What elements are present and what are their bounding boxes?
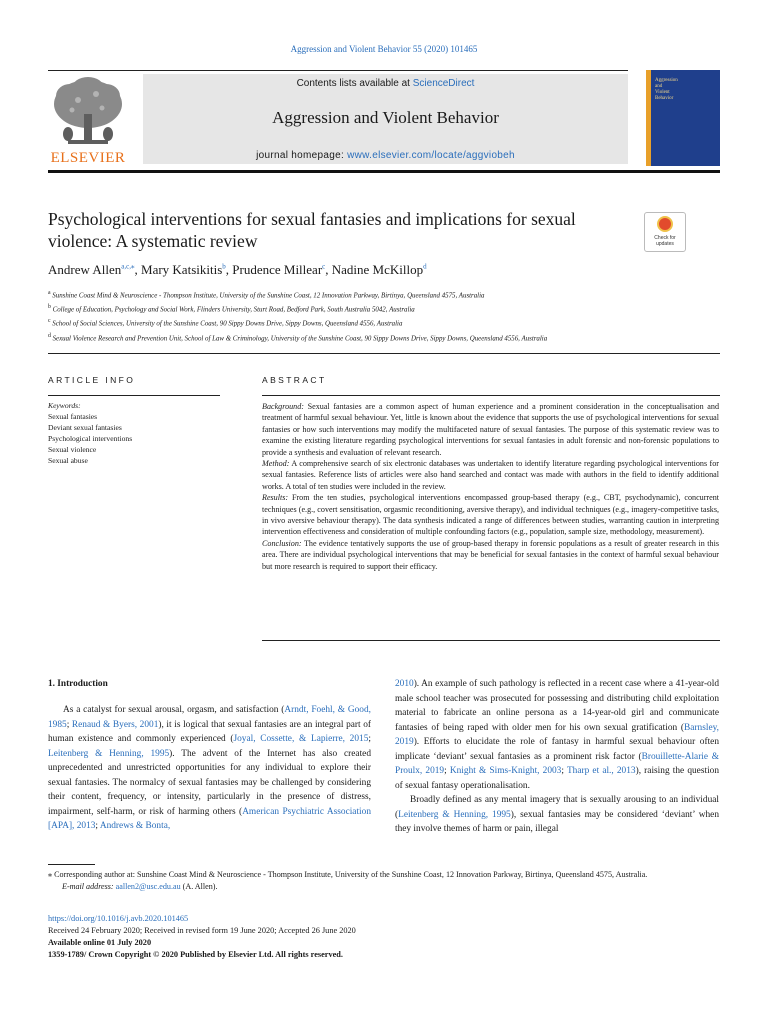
body-paragraph <box>395 793 719 837</box>
check-updates-badge-icon <box>657 216 673 232</box>
abstract-section <box>262 458 719 492</box>
homepage-prefix: journal homepage: <box>256 150 348 161</box>
copyright-line: 1359-1789/ Crown Copyright © 2020 Published by Elsevier Ltd. All rights reserved. <box>48 949 343 959</box>
email-line <box>48 881 720 893</box>
article-metadata <box>48 913 720 961</box>
author-name: Mary Katsikitis <box>141 262 223 277</box>
abstract-section-text: A comprehensive search of six electronic databases was undertaken to identify literature regarding psychological interventions for sexual fantasies. Reference lists of articles were also hand searched and contact was made with authors in the field to identify additional works. A total of ten studies were included in the review. <box>262 459 719 491</box>
citation-link[interactable]: Leitenberg & Henning, 1995 <box>48 748 170 759</box>
body-text: ). Efforts to elucidate the role of fantasy in harmful sexual behaviour often implicate ‘deviant’ sexual fantasies as a prominent risk factor ( <box>395 737 719 762</box>
body-text: Broadly defined as any mental imagery that is sexually arousing to an individual ( <box>395 795 719 820</box>
article-info-rule <box>48 395 220 396</box>
cover-title-line: Aggression <box>655 78 678 83</box>
keyword-item: Sexual fantasies <box>48 411 98 421</box>
abstract-bottom-rule <box>262 640 720 641</box>
keyword-item: Psychological interventions <box>48 433 133 443</box>
citation-link[interactable]: Andrews & Bonta, <box>99 821 171 831</box>
abstract-section <box>262 401 719 458</box>
journal-homepage-line <box>143 150 628 161</box>
body-paragraph <box>395 677 719 793</box>
email-label: E-mail address: <box>62 881 116 891</box>
check-updates-line: updates <box>656 241 674 247</box>
affiliation-text: Sexual Violence Research and Prevention Unit, School of Law & Criminology, University of the Sunshine Coast, 90 Sippy Downs Drive, Sippy Downs, Queensland 4556, Australia <box>52 334 548 342</box>
citation-link[interactable]: 2010 <box>395 679 414 689</box>
citation-link[interactable]: Tharp et al., 2013 <box>566 766 636 776</box>
doi-link[interactable]: https://doi.org/10.1016/j.avb.2020.101465 <box>48 914 189 923</box>
affiliation-text: Sunshine Coast Mind & Neuroscience - Thompson Institute, University of the Sunshine Coast, 12 Innovation Parkway, Birtinya, Queensland 4575, Australia <box>52 292 485 300</box>
sciencedirect-link[interactable]: ScienceDirect <box>412 78 475 89</box>
citation-link[interactable]: Renaud & Byers, 2001 <box>71 719 159 730</box>
author-affiliation-marker[interactable]: a,c,⁎ <box>121 262 135 271</box>
affiliation-text: College of Education, Psychology and Social Work, Flinders University, Sturt Road, Bedford Park, South Australia 5042, Australia <box>52 306 415 314</box>
affiliation-label: b <box>48 304 51 311</box>
citation-link[interactable]: Leitenberg & Henning, 1995 <box>398 809 511 820</box>
abstract-section-label: Conclusion: <box>262 538 302 548</box>
body-text: As a catalyst for sexual arousal, orgasm, and satisfaction ( <box>63 705 285 715</box>
abstract-section-label: Method: <box>262 459 290 469</box>
cover-stripe <box>646 70 651 166</box>
email-link[interactable]: aallen2@usc.edu.au <box>115 881 181 891</box>
article-title: Psychological interventions for sexual fantasies and implications for sexual violence: A systematic review <box>48 209 576 251</box>
corresponding-footnote <box>48 869 720 892</box>
affiliation-item <box>48 316 668 330</box>
received-dates: Received 24 February 2020; Received in revised form 19 June 2020; Accepted 26 June 2020 <box>48 925 356 935</box>
abstract-section <box>262 492 719 538</box>
abstract-rule <box>262 395 720 396</box>
cover-title-line: Behavior <box>655 96 674 101</box>
section-divider <box>48 353 720 354</box>
citation-link[interactable]: Barnsley, 2019 <box>395 722 719 747</box>
author-separator: , <box>134 262 142 277</box>
available-online: Available online 01 July 2020 <box>48 937 152 947</box>
author-affiliation-marker[interactable]: d <box>423 262 427 271</box>
affiliation-item <box>48 331 668 345</box>
author-name: Nadine McKillop <box>331 262 424 277</box>
body-column-left <box>48 703 371 834</box>
keyword-item: Deviant sexual fantasies <box>48 422 122 432</box>
abstract-section-label: Results: <box>262 493 289 503</box>
author-separator: , <box>325 262 332 277</box>
body-text: ; <box>444 766 450 776</box>
body-text: ), raising the question of sexual fantasy operationalisation. <box>395 766 720 791</box>
citation-link[interactable]: Brouillette-Alarie & Proulx, 2019 <box>395 751 719 776</box>
affiliation-item <box>48 288 668 302</box>
author-name: Prudence Millear <box>232 262 323 277</box>
body-text: ; <box>561 766 567 776</box>
elsevier-wordmark: ELSEVIER <box>50 150 126 166</box>
check-for-updates-button[interactable] <box>644 212 686 252</box>
keywords-label: Keywords: <box>48 401 81 410</box>
body-text: ), it is logical that sexual fantasies are an integral part of human existence and commonly experienced ( <box>48 719 372 744</box>
footnote-rule <box>48 864 95 865</box>
body-text: ), sexual fantasies may be considered ‘deviant’ when they involve themes of harm or pain, illegal <box>395 809 719 834</box>
keywords-list <box>48 401 228 466</box>
check-updates-line: Check for <box>654 235 676 241</box>
journal-reference-link[interactable]: Aggression and Violent Behavior 55 (2020) 101465 <box>290 44 478 54</box>
affiliation-text: School of Social Sciences, University of the Sunshine Coast, 90 Sippy Downs Drive, Sippy Downs, Queensland 4556, Australia <box>52 320 403 328</box>
affiliations <box>48 288 668 345</box>
author-affiliation-marker[interactable]: c <box>322 262 326 271</box>
affiliation-label: d <box>48 332 51 339</box>
email-suffix: (A. Allen). <box>180 881 218 891</box>
citation-link[interactable]: Joyal, Cossette, & Lapierre, 2015 <box>233 734 369 744</box>
check-updates-label <box>645 235 685 247</box>
author-separator: , <box>225 262 233 277</box>
body-text: ; <box>66 719 72 730</box>
affiliation-label: c <box>48 318 51 325</box>
cover-title <box>655 78 678 102</box>
contents-line <box>143 78 628 89</box>
abstract-body <box>262 401 719 572</box>
abstract-section-text: The evidence tentatively supports the use of group-based therapy in forensic populations as a result of greater research in this area. There are individual psychological interventions that may be beneficial for sexual fantasies in the context of harmful sexual behaviour but more research is required to support their efficacy. <box>262 538 719 571</box>
corresponding-author-note: ⁎ Corresponding author at: Sunshine Coast Mind & Neuroscience - Thompson Institute, University of the Sunshine Coast, 12 Innovation Parkway, Birtinya, Queensland 4575, Australia. <box>48 870 648 879</box>
body-paragraph <box>48 703 371 834</box>
abstract-section-text: From the ten studies, psychological interventions encompassed group-based therapy (e.g., CBT, psychodynamic), concurrent techniques (e.g., covert sensitisation, orgasmic reconditioning, aversive therapy), and individual techniques (e.g., imagery-competitive tasks, in vivo aversive behaviour therapy). The data synthesis indicated a range of differences between studies, warranting caution in interpreting intervention effectiveness and consideration of multiple confounding factors (e.g., population, sample size, methodology, measurement). <box>262 493 719 537</box>
journal-title: Aggression and Violent Behavior <box>272 108 499 127</box>
abstract-section-label: Background: <box>262 402 304 411</box>
homepage-link[interactable]: www.elsevier.com/locate/aggviobeh <box>347 150 515 161</box>
cover-title-line: Violent <box>655 90 670 95</box>
keyword-item: Sexual violence <box>48 444 97 454</box>
citation-link[interactable]: Arndt, Foehl, & Good, 1985 <box>48 705 371 730</box>
cover-title-line: and <box>655 84 663 89</box>
author-name: Andrew Allen <box>48 262 122 277</box>
body-text: ). An example of such pathology is reflected in a recent case where a 41-year-old male school teacher was prosecuted for possessing and distributing child exploitation material to fabricate an online persona as a 14-year-old girl and communicate fantasies of being raped with older men for his own sexual gratification ( <box>395 679 719 733</box>
citation-link[interactable]: Knight & Sims-Knight, 2003 <box>449 766 562 776</box>
journal-cover-thumbnail <box>646 70 720 166</box>
author-affiliation-marker[interactable]: b <box>222 262 226 271</box>
abstract-heading: ABSTRACT <box>262 375 327 385</box>
contents-prefix: Contents lists available at <box>296 78 413 89</box>
affiliation-label: a <box>48 290 51 296</box>
keyword-item: Sexual abuse <box>48 455 88 465</box>
article-info-heading: ARTICLE INFO <box>48 375 136 385</box>
body-text: ; <box>368 734 371 744</box>
abstract-section <box>262 538 719 572</box>
citation-link[interactable]: American Psychiatric Association [APA], 2013 <box>48 806 371 831</box>
affiliation-item <box>48 302 668 316</box>
introduction-heading: 1. Introduction <box>48 679 108 689</box>
header-bottom-rule <box>48 170 720 173</box>
body-text: ). The advent of the Internet has also created unprecedented and unrestricted opportunities for any individual to explore their sexual fantasies. The normalcy of sexual fantasies may be challenged by considering their content, frequency, or intensity, particularly in the presence of distress, impairment, self-harm, or risk of harming others ( <box>48 748 371 817</box>
abstract-section-text: Sexual fantasies are a common aspect of human experience and a prominent consideration in the conceptualisation and treatment of harmful sexual behaviour. Yet, little is known about the evidence that supports the use of psychological interventions for sexual fantasies or how such interventions may modify the multifaceted nature of sexual fantasies. The purpose of this systematic review was to examine the existing literature regarding psychological interventions for sexual fantasies in adult forensic and non-forensic populations to provide a synthesis and evaluation of relevant research. <box>262 402 719 457</box>
header-top-rule <box>48 70 628 71</box>
author-list <box>48 262 708 278</box>
body-text: ; <box>95 821 100 831</box>
body-column-right <box>395 677 719 837</box>
